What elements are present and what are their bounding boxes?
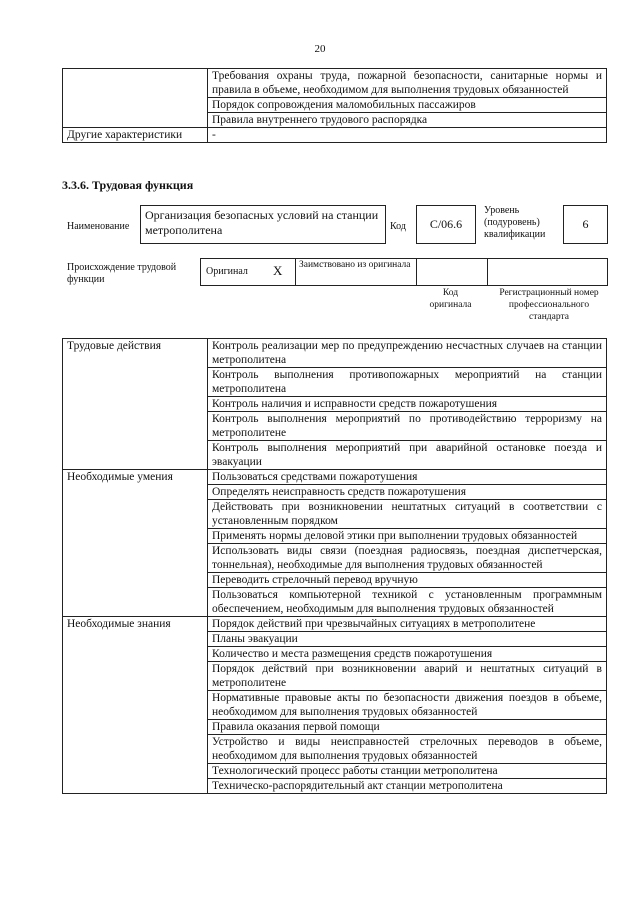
code-original-caption: Код оригинала <box>429 288 472 310</box>
table-row: Применять нормы деловой этики при выполнении трудовых обязанностей <box>208 529 607 544</box>
reg-number-caption: Регистрационный номер профессионального стандарта <box>499 288 599 322</box>
borrowed-label: Заимствовано из оригинала <box>299 260 411 270</box>
origin-divider <box>416 258 417 285</box>
origin-divider <box>487 258 488 285</box>
table-row: Пользоваться средствами пожаротушения <box>208 470 607 485</box>
origin-divider <box>295 258 296 285</box>
table-row: Контроль реализации мер по предупреждению несчастных случаев на станции метрополитена <box>208 339 607 368</box>
table-row: Порядок сопровождения маломобильных пассажиров <box>208 98 607 113</box>
section-title: 3.3.6. Трудовая функция <box>62 178 194 192</box>
original-label: Оригинал <box>206 266 248 277</box>
table-row: Действовать при возникновении нештатных ситуаций в соответствии с установленным порядком <box>208 500 607 529</box>
table-row: Использовать виды связи (поездная радиосвязь, поездная диспетчерская, тоннельная), необходимые для выполнения трудовых обязанностей <box>208 544 607 573</box>
table-row: Контроль выполнения противопожарных мероприятий на станции метрополитена <box>208 368 607 397</box>
table-row: Определять неисправность средств пожаротушения <box>208 485 607 500</box>
table-row: Техническо-распорядительный акт станции метрополитена <box>208 779 607 794</box>
top-table <box>62 68 607 143</box>
table-row: Количество и места размещения средств пожаротушения <box>208 647 607 662</box>
table-row: Пользоваться компьютерной техникой с установленным программным обеспечением, необходимым для выполнения трудовых обязанностей <box>208 588 607 617</box>
name-box <box>140 205 386 244</box>
table-row: Переводить стрелочный перевод вручную <box>208 573 607 588</box>
actions-label: Трудовые действия <box>63 339 208 470</box>
table-row: Нормативные правовые акты по безопасности движения поездов в объеме, необходимом для выполнения трудовых обязанностей <box>208 691 607 720</box>
table-row: Порядок действий при возникновении аварий и нештатных ситуаций в метрополитене <box>208 662 607 691</box>
table-row: Устройство и виды неисправностей стрелочных переводов в объеме, необходимом для выполнения трудовых обязанностей <box>208 735 607 764</box>
level-label: Уровень (подуровень) квалификации <box>484 205 546 240</box>
original-mark: X <box>273 263 283 278</box>
table-row: Контроль выполнения мероприятий по противодействию терроризму на метрополитене <box>208 412 607 441</box>
table-row: Планы эвакуации <box>208 632 607 647</box>
table-row: Контроль наличия и исправности средств пожаротушения <box>208 397 607 412</box>
table-row: Правила внутреннего трудового распорядка <box>208 113 607 128</box>
table-row: Требования охраны труда, пожарной безопасности, санитарные нормы и правила в объеме, необходимом для выполнения трудовых обязанностей <box>208 69 607 98</box>
origin-label: Происхождение трудовой функции <box>67 262 177 285</box>
function-table <box>62 338 607 794</box>
other-characteristics-value: - <box>208 128 607 143</box>
code-value: C/06.6 <box>429 217 463 231</box>
skills-label: Необходимые умения <box>63 470 208 617</box>
level-box <box>563 205 608 244</box>
name-value: Организация безопасных условий на станции метрополитена <box>145 208 379 237</box>
table-row: Правила оказания первой помощи <box>208 720 607 735</box>
table-row: Контроль выполнения мероприятий при аварийной остановке поезда и эвакуации <box>208 441 607 470</box>
name-label: Наименование <box>67 221 130 232</box>
knowledge-label: Необходимые знания <box>63 617 208 794</box>
top-table-empty-cell <box>63 69 208 128</box>
table-row: Технологический процесс работы станции метрополитена <box>208 764 607 779</box>
code-box <box>416 205 476 244</box>
other-characteristics-label: Другие характеристики <box>63 128 208 143</box>
level-value: 6 <box>582 217 589 231</box>
page-number: 20 <box>314 43 326 55</box>
table-row: Порядок действий при чрезвычайных ситуациях в метрополитене <box>208 617 607 632</box>
code-label: Код <box>390 221 406 232</box>
